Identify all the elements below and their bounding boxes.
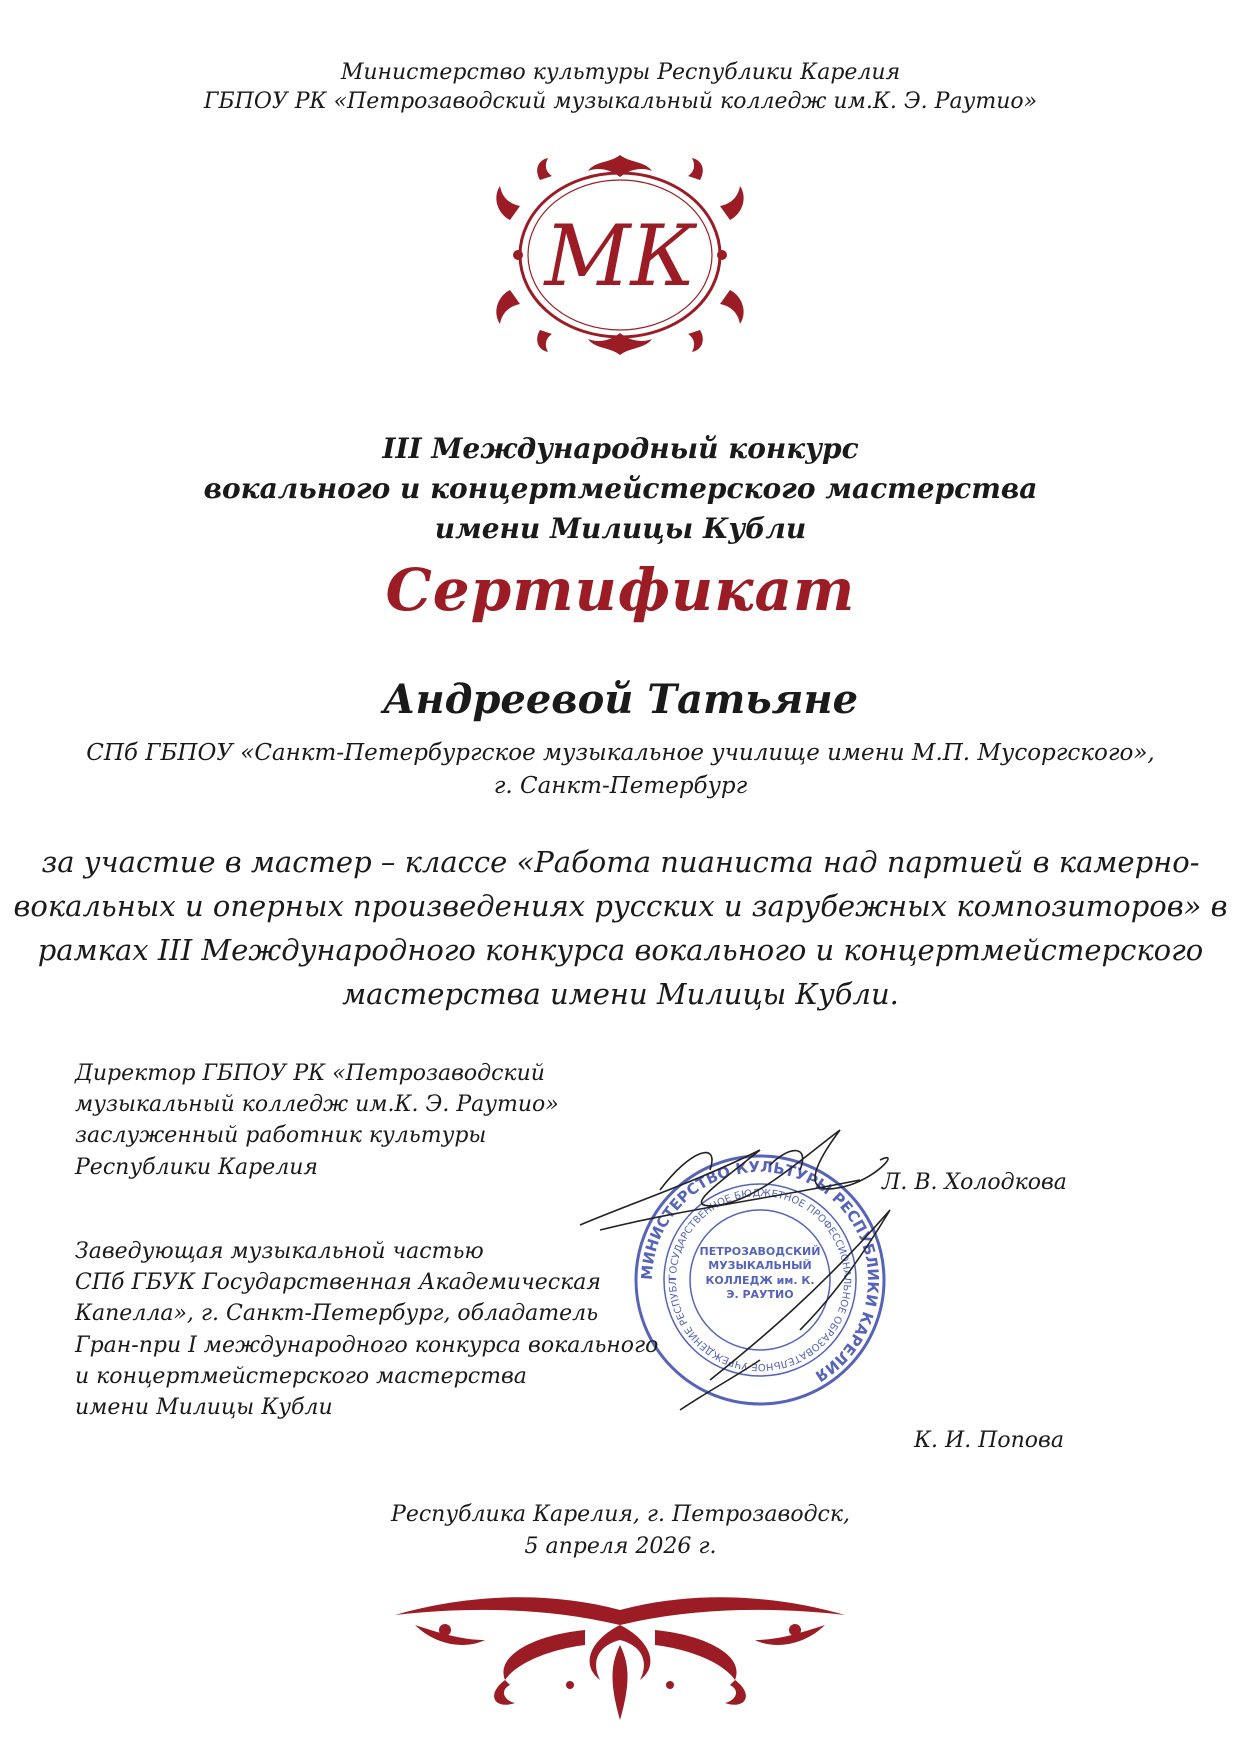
monogram-letters: МК	[544, 207, 696, 305]
stamp-outer-text: МИНИСТЕРСТВО КУЛЬТУРЫ РЕСПУБЛИКИ КАРЕЛИЯ	[637, 1157, 883, 1386]
signatory-2-name: К. И. Попова	[914, 1428, 1064, 1453]
stamp-inner-text: ГОСУДАРСТВЕННОЕ БЮДЖЕТНОЕ ПРОФЕССИОНАЛЬНОЕ ОБРАЗОВАТЕЛЬНОЕ УЧРЕЖДЕНИЕ РЕСПУБЛИКИ КАРЕЛИЯ	[626, 1142, 853, 1373]
recipient-school: СПб ГБПОУ «Санкт-Петербургское музыкальное училище имени М.П. Мусоргского»,	[86, 740, 1155, 766]
bottom-ornament	[385, 1585, 855, 1725]
event-line-2: вокального и концертмейстерского мастерства	[203, 472, 1038, 505]
body-line: за участие в мастер – классе «Работа пианиста над партией в камерно-	[41, 845, 1200, 879]
body-line: вокальных и оперных произведениях русских и зарубежных композиторов» в	[13, 889, 1228, 924]
event-line-3: имени Милицы Кубли	[434, 512, 807, 545]
participation-text	[0, 840, 1241, 1016]
recipient-name: Андреевой Татьяне	[382, 676, 859, 723]
signatory-1-name: Л. В. Холодкова	[882, 1170, 1067, 1195]
body-line: мастерства имени Милицы Кубли.	[342, 977, 899, 1012]
stamp-center-text: ПЕТРОЗАВОДСКИЙ МУЗЫКАЛЬНЫЙ КОЛЛЕДЖ им. К. Э. РАУТИО	[699, 1245, 821, 1301]
certificate-title: Сертификат	[385, 556, 856, 624]
signatory-2-role: Заведующая музыкальной частью СПб ГБУК Государственная Академическая Капелла», г. Санкт-Петербург, обладатель Гран-при I международного конкурса вокального и концертмейстерского мастерства имени Милицы Кубли	[75, 1239, 659, 1421]
ministry-line: Министерство культуры Республики Карелия	[340, 60, 901, 85]
footer-date: 5 апреля 2026 г.	[524, 1534, 717, 1559]
recipient-city: г. Санкт-Петербург	[493, 773, 748, 799]
footer-place: Республика Карелия, г. Петрозаводск,	[391, 1502, 850, 1527]
body-line: рамках III Международного конкурса вокального и концертмейстерского	[37, 933, 1204, 968]
monogram-emblem	[470, 150, 770, 360]
college-line: ГБПОУ РК «Петрозаводский музыкальный колледж им.К. Э. Раутио»	[203, 89, 1038, 114]
event-line-1: III Международный конкурс	[382, 432, 859, 465]
signatory-1-role: Директор ГБПОУ РК «Петрозаводский музыкальный колледж им.К. Э. Раутио» заслуженный работник культуры Республики Карелия	[75, 1061, 559, 1180]
